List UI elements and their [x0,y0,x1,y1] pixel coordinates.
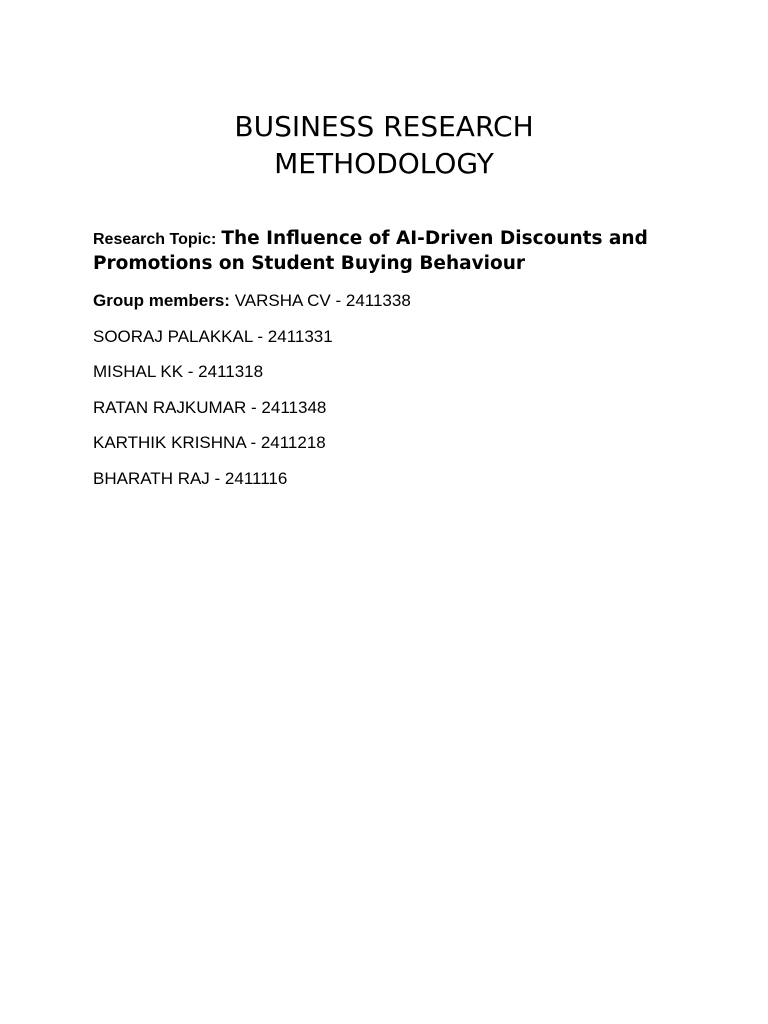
research-topic [93,227,693,276]
title-line-2: METHODOLOGY [274,147,494,180]
document-title [0,108,768,182]
member-line [93,290,693,326]
member-name: BHARATH RAJ - 2411116 [93,468,288,488]
research-topic-label: Research Topic: [93,231,217,248]
member-line [93,361,693,397]
title-line-1: BUSINESS RESEARCH [234,110,534,143]
member-name: SOORAJ PALAKKAL - 2411331 [93,326,333,346]
group-members [93,290,693,503]
member-line [93,326,693,362]
research-topic-text: The Influence of AI-Driven Discounts and Promotions on Student Buying Behaviour [93,228,648,274]
group-members-label: Group members: [93,291,230,310]
member-name: MISHAL KK - 2411318 [93,362,264,381]
member-line [93,432,693,468]
member-line [93,468,693,504]
member-line [93,397,693,433]
member-name: KARTHIK KRISHNA - 2411218 [93,433,326,452]
member-name: RATAN RAJKUMAR - 2411348 [93,397,327,417]
member-name: VARSHA CV - 2411338 [234,291,411,310]
